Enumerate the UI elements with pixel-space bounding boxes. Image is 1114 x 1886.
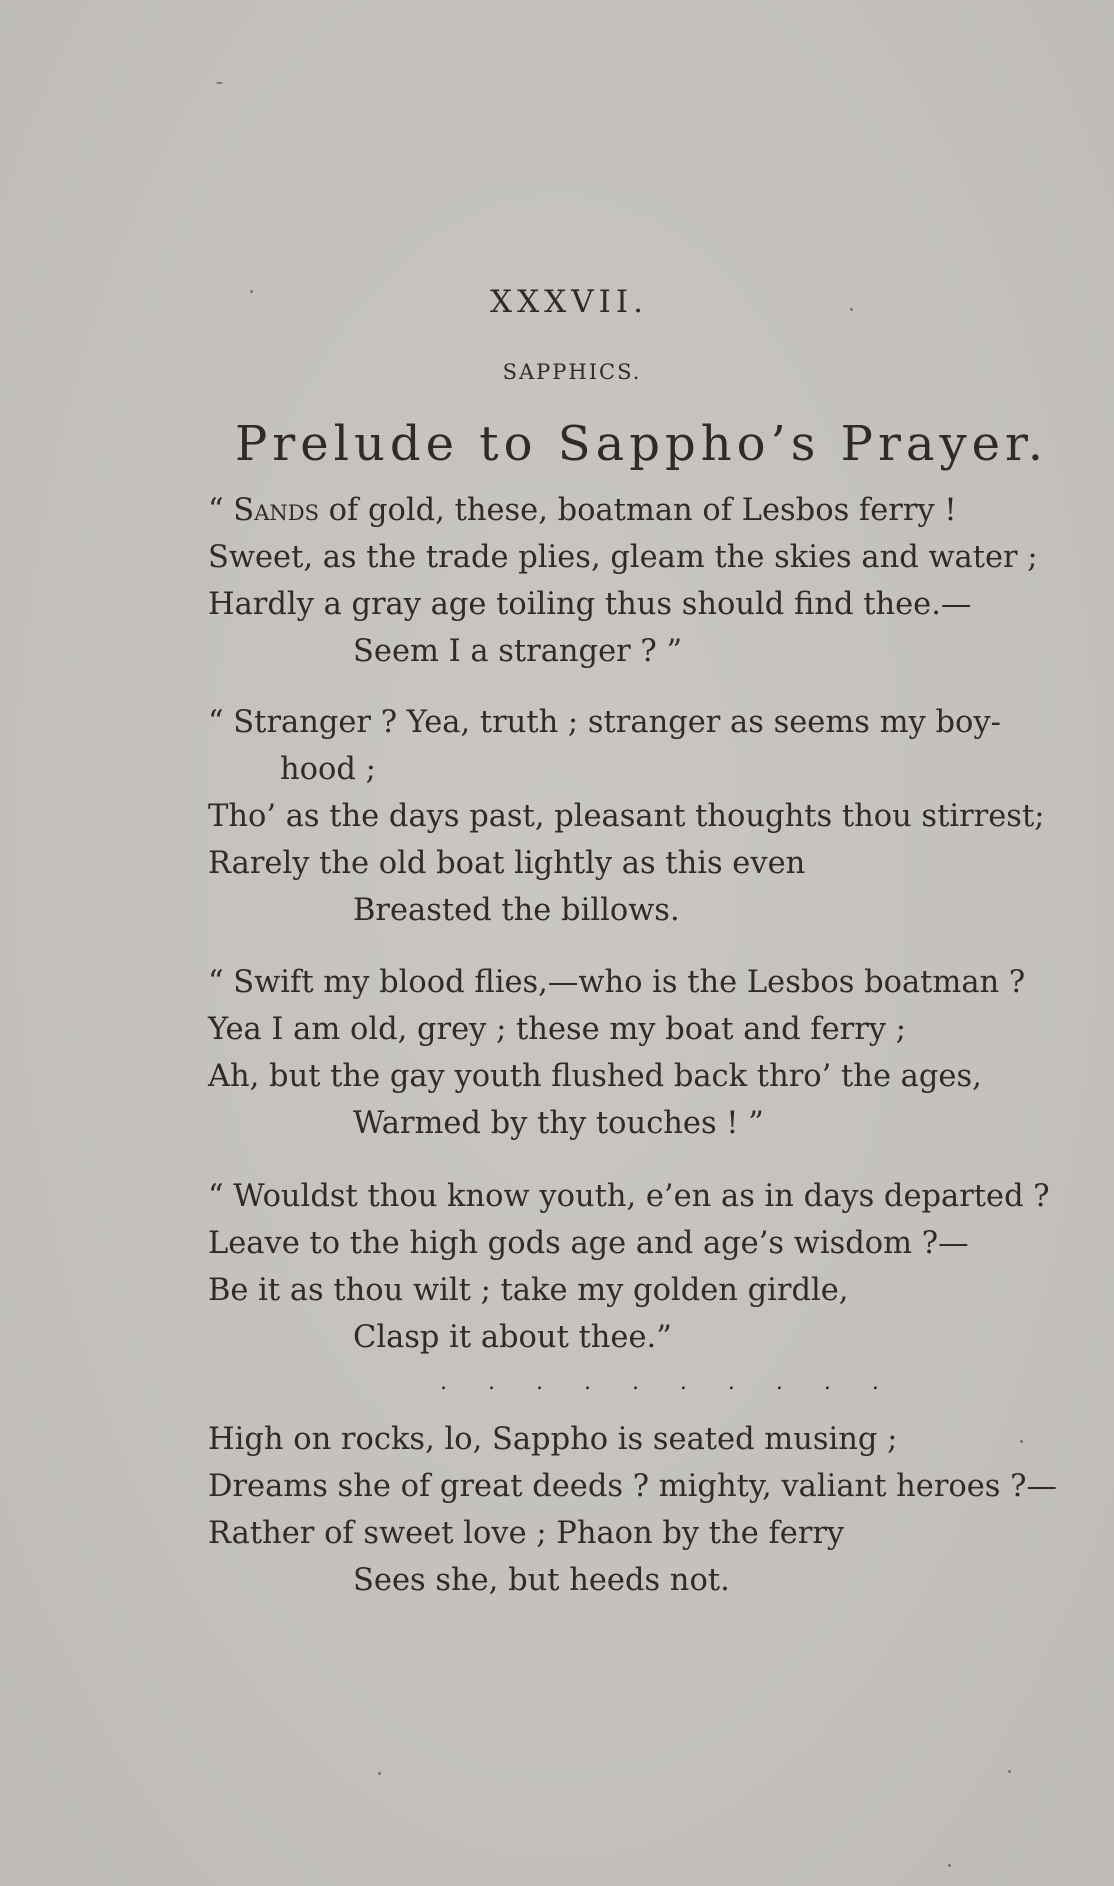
verse-line: “ Wouldst thou know youth, e’en as in days departed ? [208,1179,1050,1214]
verse-line: High on rocks, lo, Sappho is seated musing ; [208,1422,898,1457]
verse-line: Ah, but the gay youth flushed back thro’ the ages, [208,1059,982,1094]
verse-line: Rather of sweet love ; Phaon by the ferry [208,1516,845,1551]
verse-line: Clasp it about thee.” [353,1320,672,1355]
verse-line: Hardly a gray age toiling thus should find thee.— [208,587,972,622]
paper-speck [216,82,223,84]
verse-line: Breasted the billows. [353,893,680,928]
stanza-2 [208,699,1045,934]
verse-line: Sees she, but heeds not. [353,1563,730,1598]
stanza-1 [208,487,1038,675]
verse-line: Rarely the old boat lightly as this even [208,846,806,881]
paper-speck [250,290,253,293]
verse-line: Warmed by thy touches ! ” [353,1106,764,1141]
small-caps-word: Sands [233,493,319,528]
verse-line: Yea I am old, grey ; these my boat and ferry ; [208,1012,907,1047]
paper-speck [1008,1770,1011,1773]
paper-speck [948,1864,951,1867]
meter-heading: SAPPHICS. [502,360,642,384]
verse-line: “ Stranger ? Yea, truth ; stranger as seems my boy- [208,705,1001,740]
stanza-3 [208,959,1028,1147]
verse-line: “ Sands of gold, these, boatman of Lesbos ferry ! [208,493,957,528]
poem-title: Prelude to Sappho’s Prayer. [235,416,1048,472]
verse-line: Tho’ as the days past, pleasant thoughts thou stirrest; [208,799,1045,834]
verse-line: Sweet, as the trade plies, gleam the skies and water ; [208,540,1038,575]
verse-line: Dreams she of great deeds ? mighty, valiant heroes ?— [208,1469,1058,1504]
stanza-5 [208,1416,1058,1604]
paper-speck [1020,1440,1023,1443]
ellipsis-separator: . . . . . . . . . . [440,1370,896,1395]
paper-speck [378,1772,381,1775]
verse-line: Leave to the high gods age and age’s wisdom ?— [208,1226,969,1261]
stanza-4 [208,1173,1050,1361]
chapter-number: XXXVII. [490,284,648,320]
verse-line: Be it as thou wilt ; take my golden girdle, [208,1273,849,1308]
verse-line: “ Swift my blood flies,—who is the Lesbos boatman ? [208,965,1026,1000]
verse-line: Seem I a stranger ? ” [353,634,683,669]
paper-speck [850,308,853,311]
verse-line: hood ; [280,752,376,787]
